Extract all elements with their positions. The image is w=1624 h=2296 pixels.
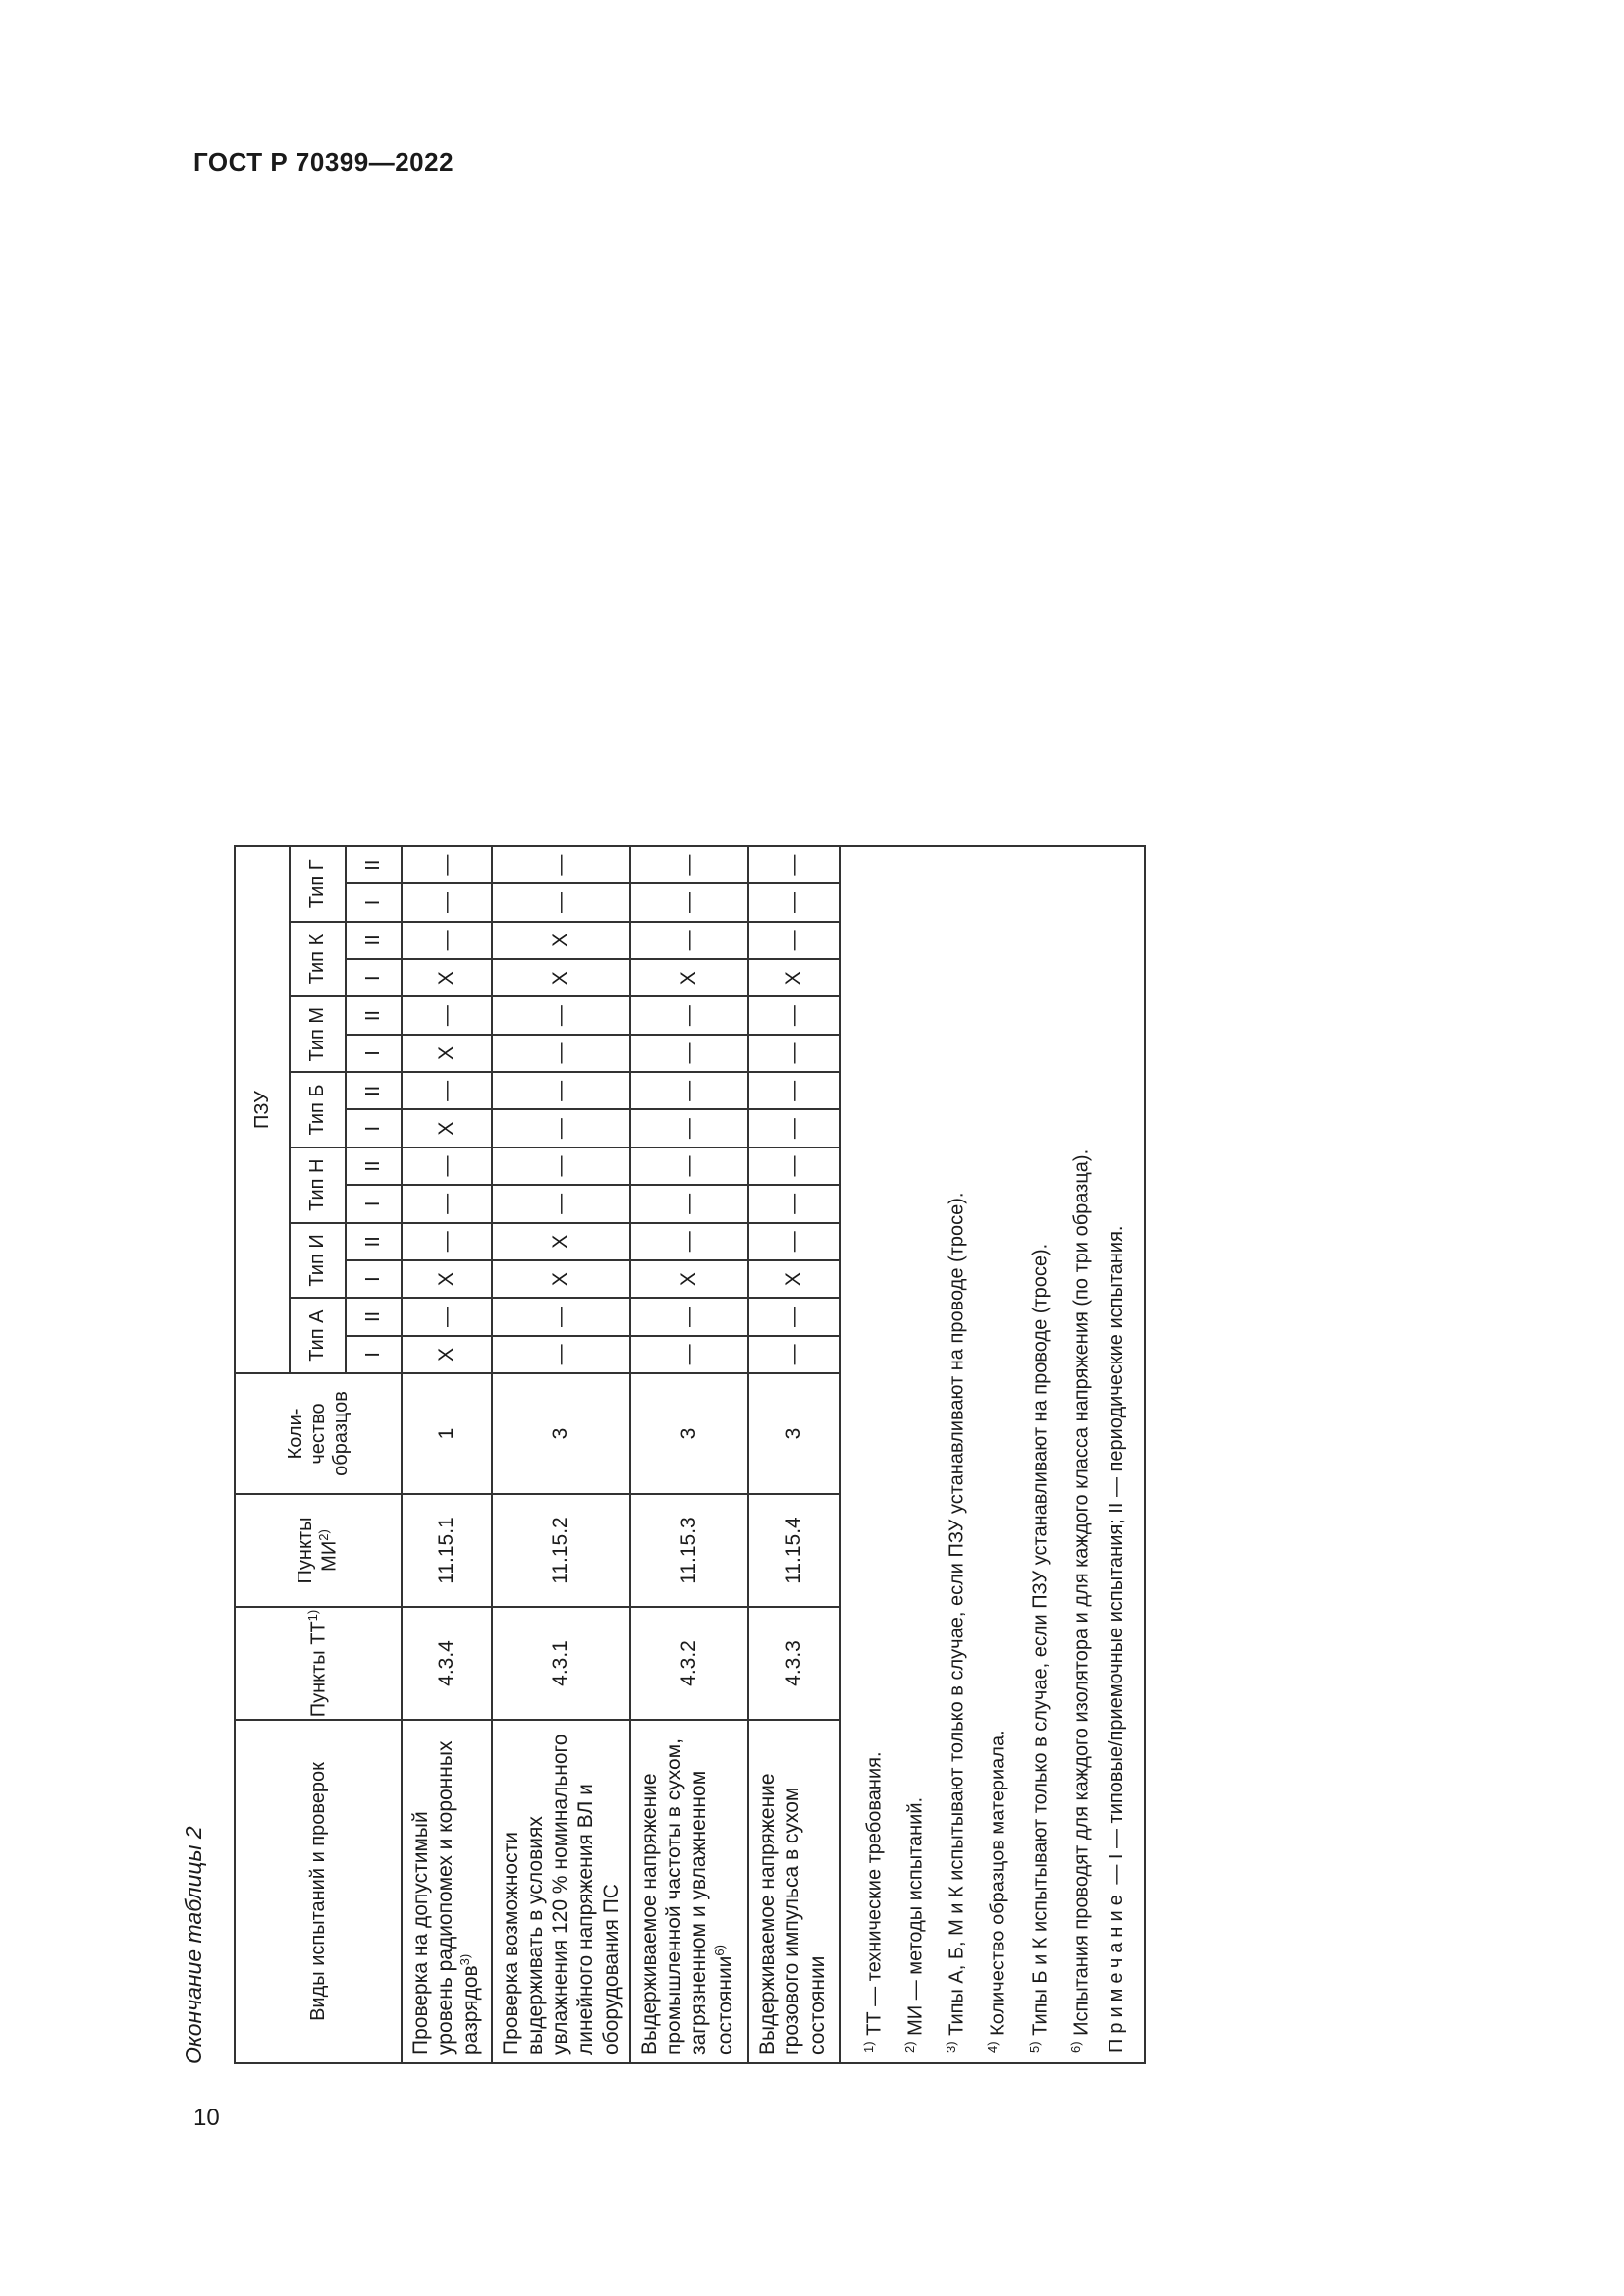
cell-mark: — [748,883,840,921]
cell-mark: — [402,1223,492,1260]
header-sub: II [346,846,402,883]
cell-qty: 1 [402,1373,492,1494]
cell-mark: — [402,922,492,959]
cell-mark: — [630,1336,748,1373]
cell-mark: — [492,1072,630,1109]
table-caption: Окончание таблицы 2 [181,1826,206,2064]
cell-mark: X [492,1260,630,1298]
cell-mark: X [492,959,630,996]
footnote: $^{1)}$ ТТ — технические требования. [860,1751,886,2053]
cell-mark: X [748,959,840,996]
cell-mark: — [748,922,840,959]
cell-mi: 11.15.1 [402,1494,492,1607]
cell-mark: — [748,996,840,1034]
cell-mark: — [630,1072,748,1109]
cell-mark: — [492,1336,630,1373]
cell-mark: — [748,846,840,883]
cell-mark: — [402,996,492,1034]
table-row [630,846,748,2063]
cell-mark: — [402,883,492,921]
cell-mark: — [630,883,748,921]
cell-mark: — [630,1223,748,1260]
page-number: 10 [193,2105,220,2131]
footnote: $^{5)}$ Типы Б и К испытывают только в случае, если ПЗУ устанавливают на проводе (тросе). [1026,1243,1052,2053]
header-sub: I [346,1185,402,1222]
test-name: Выдерживаемое напряжение грозового импульса в сухом состоянии [748,1720,840,2063]
document-header: ГОСТ Р 70399—2022 [193,147,455,177]
header-tests: Виды испытаний и проверок [235,1720,402,2063]
cell-mark: — [748,1148,840,1185]
cell-mark: X [402,1336,492,1373]
header-sub: II [346,1223,402,1260]
cell-mark: — [748,1223,840,1260]
cell-mark: — [630,996,748,1034]
test-name: Выдерживаемое напряжение промышленной частоты в сухом, загрязненном и увлажненном состоянии$^{6)}$ [630,1720,748,2063]
header-sub: II [346,922,402,959]
header-sub: II [346,996,402,1034]
cell-mark: X [748,1260,840,1298]
header-mi: Пункты МИ$^{2)}$ [235,1494,402,1607]
header-sub: I [346,1336,402,1373]
footnote: $^{4)}$ Количество образцов материала. [985,1730,1010,2053]
cell-mark: — [630,1035,748,1072]
cell-mark: X [630,1260,748,1298]
cell-mark: — [492,1109,630,1147]
cell-mark: — [630,846,748,883]
table-row [492,846,630,2063]
header-sub: II [346,1298,402,1335]
header-sub: I [346,959,402,996]
cell-mark: X [402,959,492,996]
footnote: $^{2)}$ МИ — методы испытаний. [902,1796,927,2053]
header-type: Тип Г [290,846,346,922]
test-table [234,845,1146,2064]
primechanie: Примечание — I — типовые/приемочные испытания; II — периодические испытания. [1105,1225,1127,2053]
header-sub: I [346,1109,402,1147]
cell-tt: 4.3.1 [492,1607,630,1720]
cell-mark: — [630,1298,748,1335]
header-qty: Коли- чество образцов [235,1373,402,1494]
cell-mi: 11.15.3 [630,1494,748,1607]
table-row [748,846,840,2063]
cell-mark: — [492,846,630,883]
footnotes [840,846,1145,2063]
cell-mark: X [402,1260,492,1298]
cell-mark: — [402,1185,492,1222]
cell-tt: 4.3.2 [630,1607,748,1720]
cell-mark: — [402,846,492,883]
header-type: Тип Н [290,1148,346,1223]
footnote: $^{6)}$ Испытания проводят для каждого изолятора и для каждого класса напряжения (по три образца). [1067,1148,1093,2053]
header-type: Тип К [290,922,346,997]
header-type: Тип Б [290,1072,346,1148]
cell-mark: — [492,996,630,1034]
cell-mi: 11.15.2 [492,1494,630,1607]
cell-mark: — [748,1109,840,1147]
table-row [402,846,492,2063]
cell-mark: — [492,1035,630,1072]
header-type: Тип М [290,996,346,1072]
cell-mark: — [492,1298,630,1335]
cell-mark: X [492,922,630,959]
header-type: Тип И [290,1223,346,1299]
cell-mark: X [402,1035,492,1072]
cell-mark: — [402,1148,492,1185]
cell-mark: — [492,1148,630,1185]
header-pzu: ПЗУ [235,846,290,1373]
test-name: Проверка на допустимый уровень радиопомех и коронных разрядов$^{3)}$ [402,1720,492,2063]
cell-mark: — [748,1185,840,1222]
cell-mark: — [630,1148,748,1185]
header-sub: I [346,1260,402,1298]
cell-mark: — [748,1072,840,1109]
rotated-table-region [175,847,1250,2064]
cell-qty: 3 [630,1373,748,1494]
header-sub: I [346,1035,402,1072]
test-name: Проверка возможности выдерживать в условиях увлажнения 120 % номинального линейного напряжения ВЛ и оборудования ПС [492,1720,630,2063]
footnote: $^{3)}$ Типы А, Б, М и К испытывают только в случае, если ПЗУ устанавливают на проводе (тросе). [944,1192,968,2053]
cell-mark: X [402,1109,492,1147]
cell-mark: — [630,922,748,959]
header-sub: II [346,1072,402,1109]
cell-mark: — [402,1072,492,1109]
cell-mark: — [630,1109,748,1147]
cell-mark: — [492,883,630,921]
cell-mark: — [748,1035,840,1072]
cell-mark: X [492,1223,630,1260]
cell-tt: 4.3.3 [748,1607,840,1720]
cell-mark: — [402,1298,492,1335]
notes-row [840,846,1145,2063]
header-sub: II [346,1148,402,1185]
cell-mi: 11.15.4 [748,1494,840,1607]
cell-mark: — [748,1298,840,1335]
cell-tt: 4.3.4 [402,1607,492,1720]
header-type: Тип А [290,1298,346,1373]
cell-mark: — [492,1185,630,1222]
cell-mark: — [630,1185,748,1222]
cell-qty: 3 [748,1373,840,1494]
header-sub: I [346,883,402,921]
cell-mark: X [630,959,748,996]
cell-qty: 3 [492,1373,630,1494]
cell-mark: — [748,1336,840,1373]
header-tt: Пункты ТТ$^{1)}$ [235,1607,402,1720]
